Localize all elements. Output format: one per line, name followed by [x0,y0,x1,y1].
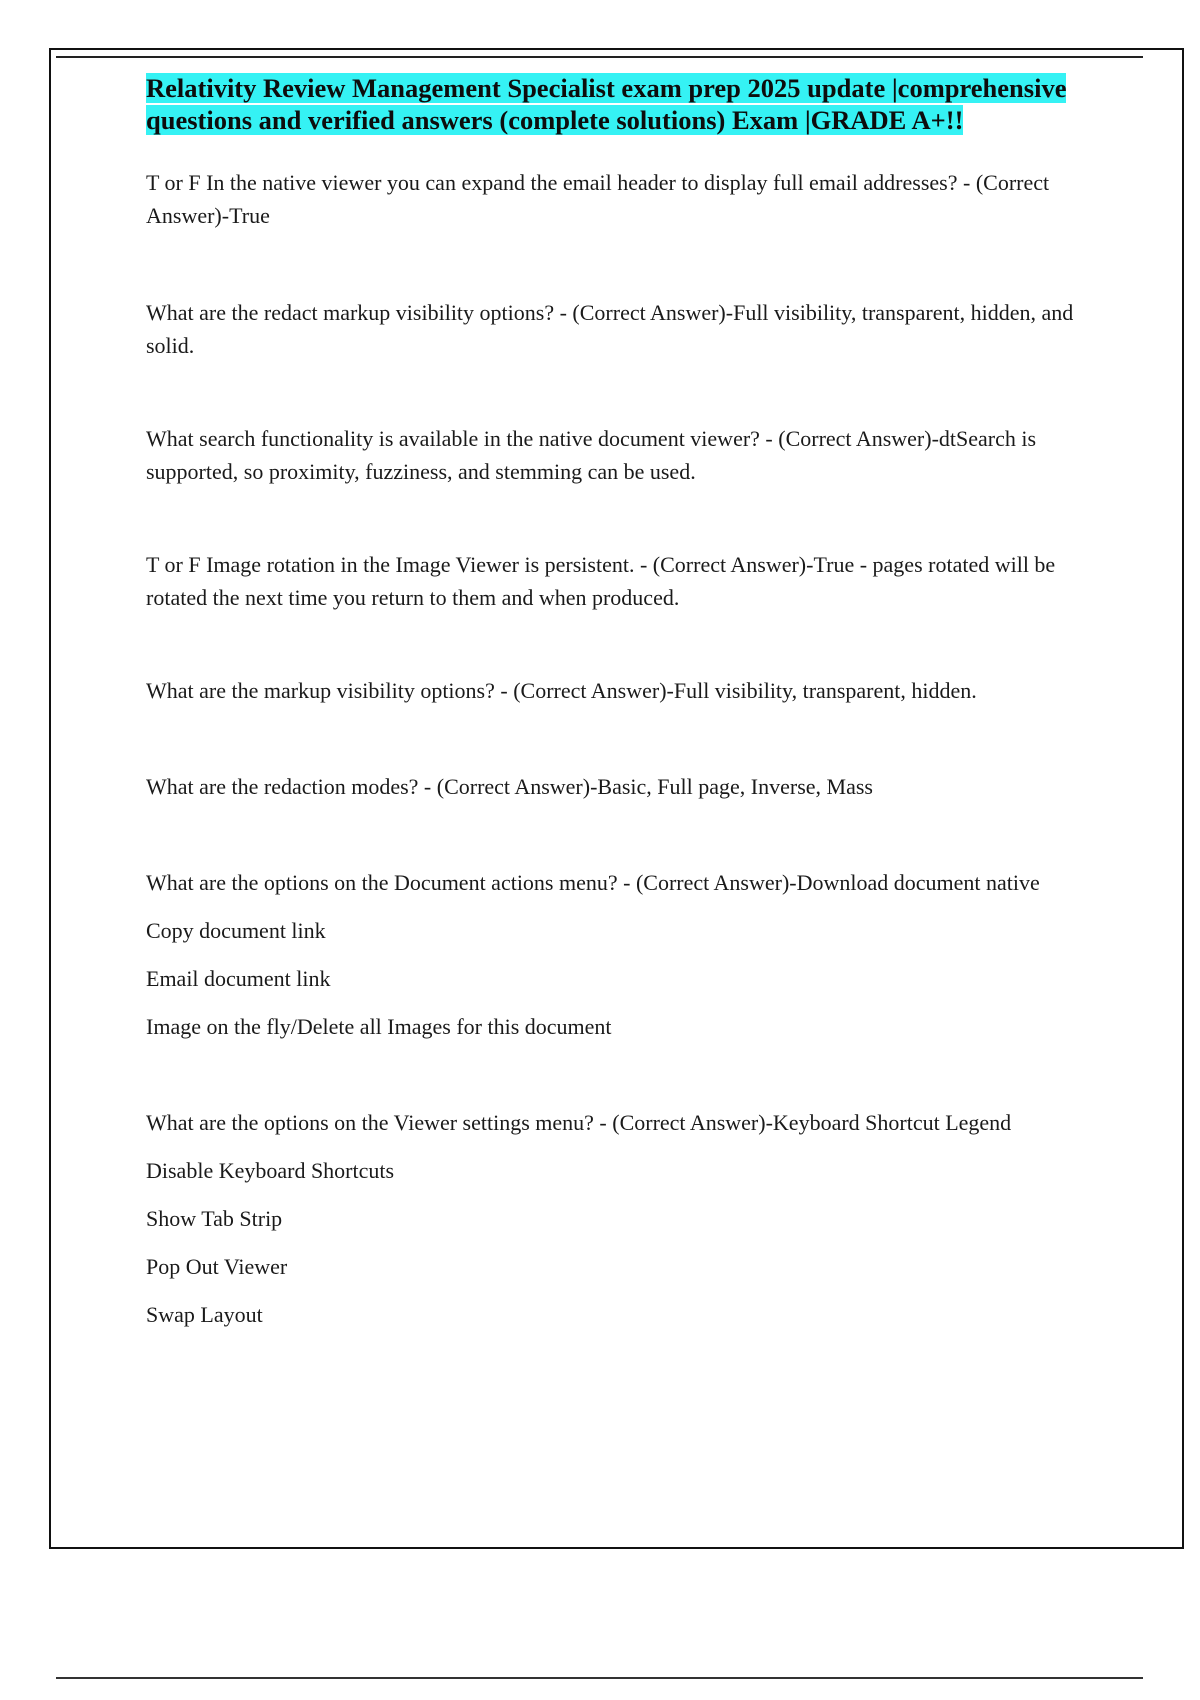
qa-item [146,422,1096,488]
qa-item [146,1106,1096,1331]
qa-answer-line: Email document link [146,966,331,991]
qa-item [146,166,1096,232]
qa-answer-line: Pop Out Viewer [146,1254,288,1279]
qa-text: What are the markup visibility options? - (Correct Answer)-Full visibility, transparent, hidden. [146,678,977,703]
qa-answer-line: Copy document link [146,918,326,943]
qa-answer-line: Show Tab Strip [146,1206,283,1231]
qa-item [146,548,1096,614]
qa-text: T or F In the native viewer you can expand the email header to display full email addresses? - (Correct Answer)-True [146,170,1050,228]
header-rule [56,56,1143,58]
qa-item [146,674,1096,707]
qa-text: What are the redact markup visibility options? - (Correct Answer)-Full visibility, transparent, hidden, and solid. [146,300,1074,358]
qa-item [146,866,1096,1043]
qa-text: What are the options on the Document actions menu? - (Correct Answer)-Download document native [146,870,1040,895]
qa-text: What search functionality is available in the native document viewer? - (Correct Answer)-dtSearch is supported, so proximity, fuzziness, and stemming can be used. [146,426,1037,484]
qa-answer-line: Image on the fly/Delete all Images for this document [146,1014,612,1039]
qa-text: T or F Image rotation in the Image Viewer is persistent. - (Correct Answer)-True - pages rotated will be rotated the next time you return to them and when produced. [146,552,1056,610]
qa-answer-line: Swap Layout [146,1302,263,1327]
qa-text: What are the options on the Viewer settings menu? - (Correct Answer)-Keyboard Shortcut Legend [146,1110,1012,1135]
title-highlight: Relativity Review Management Specialist exam prep 2025 update |comprehensive questions and verified answers (complete solutions) Exam |GRADE A+!! [146,73,1067,135]
document-title [146,72,1096,136]
qa-answer-line: Disable Keyboard Shortcuts [146,1158,395,1183]
qa-item [146,770,1096,803]
qa-item [146,296,1096,362]
document-body [146,72,1096,1331]
footer-rule [56,1677,1143,1679]
qa-text: What are the redaction modes? - (Correct Answer)-Basic, Full page, Inverse, Mass [146,774,873,799]
